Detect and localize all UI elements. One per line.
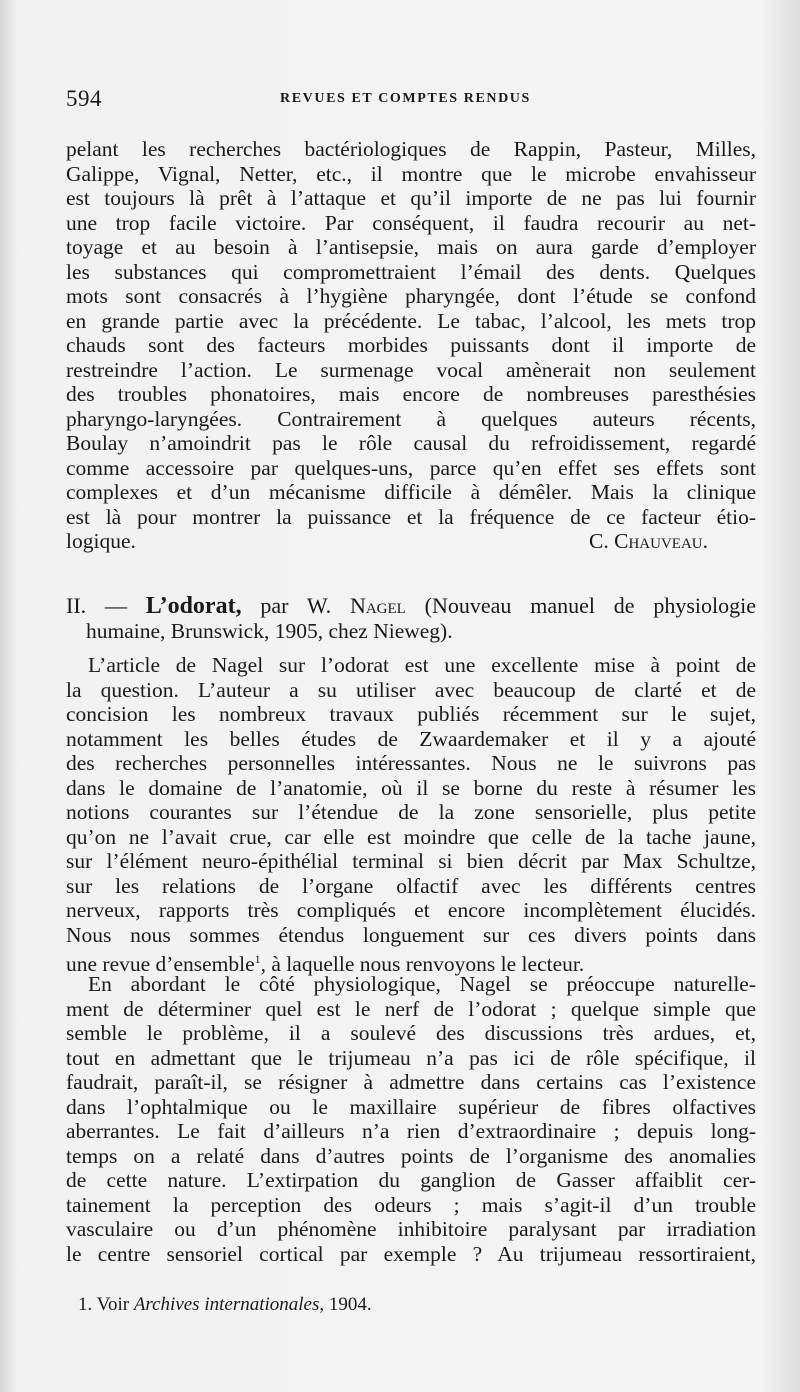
text-line: L’article de Nagel sur l’odorat est une excellente mise à point de xyxy=(88,653,756,677)
section-title-line xyxy=(66,594,756,619)
text-line: une trop facile victoire. Par conséquent, il faudra recourir au net- xyxy=(66,210,756,235)
text-line: des recherches personnelles intéressantes. Nous ne le suivrons pas xyxy=(66,751,756,775)
text-line: temps on a relaté dans d’autres points de l’organisme des anomalies xyxy=(66,1143,756,1168)
footnote-year: , 1904. xyxy=(319,1294,372,1315)
text-line: concision les nombreux travaux publiés récemment sur le sujet, xyxy=(66,702,756,726)
text-line: en grande partie avec la précédente. Le tabac, l’alcool, les mets trop xyxy=(66,308,756,333)
text-line: toyage et au besoin à l’antisepsie, mais on aura garde d’employer xyxy=(66,235,756,259)
text-line: pharyngo-laryngées. Contrairement à quelques auteurs récents, xyxy=(66,406,756,431)
text-line: restreindre l’action. Le surmenage vocal amènerait non seulement xyxy=(66,357,756,382)
text-line: notamment les belles études de Zwaardemaker et il y a ajouté xyxy=(66,726,756,751)
text-line: de cette nature. L’extirpation du ganglion de Gasser affaiblit cer- xyxy=(66,1168,756,1192)
text-fragment: une revue d’ensemble xyxy=(66,952,255,977)
review-continuation xyxy=(66,137,756,554)
text-line: les substances qui compromettraient l’émail des dents. Quelques xyxy=(66,259,756,284)
text-line: aberrantes. Le fait d’ailleurs n’a rien d’extraordinaire ; depuis long- xyxy=(66,1119,756,1143)
text-line: comme accessoire par quelques-uns, parce qu’en effet ses effets sont xyxy=(66,455,756,480)
section-title: L’odorat, xyxy=(145,593,242,619)
text-line: notions courantes sur l’étendue de la zone sensorielle, plus petite xyxy=(66,800,756,824)
footnote-marker: 1. xyxy=(78,1294,93,1315)
text-line: dans le domaine de l’anatomie, où il se borne du reste à résumer les xyxy=(66,775,756,800)
footnote xyxy=(78,1294,372,1316)
text-line: dans l’ophtalmique ou le maxillaire supérieur de fibres olfactives xyxy=(66,1094,756,1119)
text-line: sur l’élément neuro-épithélial terminal si bien décrit par Max Schultze, xyxy=(66,849,756,873)
section-by: par W. xyxy=(260,593,332,618)
text-line: tout en admettant que le trijumeau n’a pas ici de rôle spécifique, il xyxy=(66,1045,756,1070)
text-fragment: , à laquelle nous renvoyons le lecteur. xyxy=(260,952,585,977)
text-line: est là pour montrer la puissance et la fréquence de ce facteur étio- xyxy=(66,504,756,529)
text-line: des troubles phonatoires, mais encore de nombreuses paresthésies xyxy=(66,382,756,406)
section-reference: (Nouveau manuel de physiologie xyxy=(424,593,757,618)
review-ending xyxy=(66,529,756,554)
text-line: En abordant le côté physiologique, Nagel se préoccupe naturelle- xyxy=(88,972,756,996)
footnote-journal: Archives internationales xyxy=(133,1294,320,1315)
text-line: ment de déterminer quel est le nerf de l’odorat ; quelque simple que xyxy=(66,996,756,1021)
text-line: Nous nous sommes étendus longuement sur ces divers points dans xyxy=(66,922,756,947)
text-line: chauds sont des facteurs morbides puissants dont il importe de xyxy=(66,333,756,357)
running-head: REVUES ET COMPTES RENDUS xyxy=(280,91,531,106)
text-line: Boulay n’amoindrit pas le rôle causal du refroidissement, regardé xyxy=(66,431,756,455)
text-line: la question. L’auteur a su utiliser avec beaucoup de clarté et de xyxy=(66,677,756,702)
text-line: faudrait, paraît-il, se résigner à admettre dans certains cas l’existence xyxy=(66,1070,756,1094)
text-line: vasculaire ou d’un phénomène inhibitoire paralysant par irradiation xyxy=(66,1217,756,1241)
footnote-reference: 1 xyxy=(254,952,261,966)
text-line: le centre sensoriel cortical par exemple ? Au trijumeau ressortiraient, xyxy=(66,1241,756,1266)
page-number: 594 xyxy=(66,86,102,111)
text-line: mots sont consacrés à l’hygiène pharyngée, dont l’étude se confond xyxy=(66,284,756,308)
text-line: tainement la perception des odeurs ; mais s’agit-il d’un trouble xyxy=(66,1192,756,1217)
text-line: complexes et d’un mécanisme difficile à démêler. Mais la clinique xyxy=(66,480,756,504)
section-number: II. — xyxy=(66,593,127,618)
paragraph-1 xyxy=(66,653,756,977)
page-header xyxy=(66,86,756,116)
text-line: sur les relations de l’organe olfactif avec les différents centres xyxy=(66,873,756,898)
footnote-text: Voir xyxy=(96,1294,130,1315)
paragraph-2 xyxy=(66,972,756,1266)
text-line: Galippe, Vignal, Netter, etc., il montre que le microbe envahisseur xyxy=(66,161,756,186)
text-line: logique. xyxy=(66,529,136,553)
text-line: nerveux, rapports très compliqués et encore incomplètement élucidés. xyxy=(66,898,756,922)
text-line: qu’on ne l’avait crue, car elle est moindre que celle de la tache jaune, xyxy=(66,824,756,849)
text-line: semble le problème, il a soulevé des discussions très ardues, et, xyxy=(66,1021,756,1045)
section-reference-line: humaine, Brunswick, 1905, chez Nieweg). xyxy=(86,618,453,643)
section-author: Nagel xyxy=(349,593,406,618)
section-heading xyxy=(66,594,756,643)
text-line xyxy=(66,947,756,977)
text-line: pelant les recherches bactériologiques de Rappin, Pasteur, Milles, xyxy=(66,137,756,161)
reviewer-signature: C. Chauveau. xyxy=(589,529,708,553)
text-line: est toujours là prêt à l’attaque et qu’il importe de ne pas lui fournir xyxy=(66,186,756,210)
